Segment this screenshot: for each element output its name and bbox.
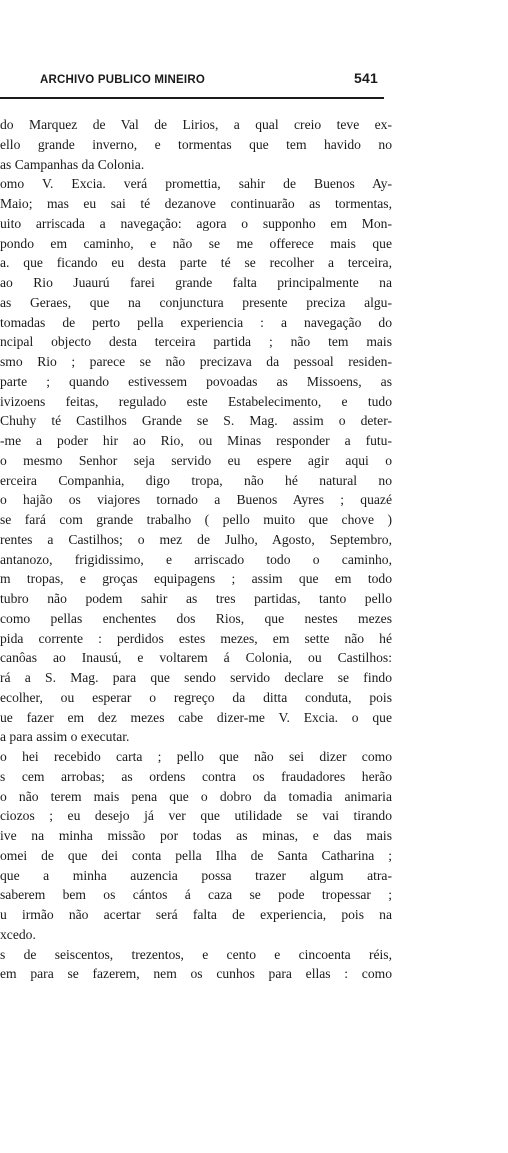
- text-line: rentes a Castilhos; o mez de Julho, Agosto, Septembro,: [0, 531, 392, 547]
- text-line: ive na minha missão por todas as minas, e das mais: [0, 828, 392, 843]
- text-line: ello grande inverno, e tormentas que tem havido no: [0, 136, 392, 152]
- text-line: ao Rio Juaurú farei grande falta principalmente na: [0, 275, 392, 290]
- text-line: as Geraes, que na conjunctura presente preciza algu-: [0, 294, 392, 310]
- text-line: ivizoens feitas, regulado este Estabelecimento, e tudo: [0, 393, 392, 409]
- text-line: a. que ficando eu desta parte té se recolher a terceira,: [0, 255, 392, 271]
- text-line: omei de que dei conta pella Ilha de Santa Catharina ;: [0, 847, 392, 863]
- text-line: tomadas de perto pella experiencia : a navegação do: [0, 314, 392, 330]
- text-line: o hei recebido carta ; pello que não sei dizer como: [0, 749, 392, 764]
- text-line: canôas ao Inausú, e voltarem á Colonia, ou Castilhos:: [0, 650, 392, 666]
- running-header: [0, 70, 380, 92]
- text-line: a para assim o executar.: [0, 729, 130, 745]
- text-line: m tropas, e groças equipagens ; assim que em todo: [0, 571, 392, 587]
- header-rule-thick: [330, 97, 384, 99]
- text-line: -me a poder hir ao Rio, ou Minas responder a futu-: [0, 433, 392, 448]
- text-line: pondo em caminho, e não se me offerece mais que: [0, 235, 392, 251]
- text-line: ue fazer em dez mezes cabe dizer-me V. Excia. o que: [0, 709, 392, 725]
- text-line: rá a S. Mag. para que sendo servido declare se findo: [0, 670, 392, 685]
- text-line: se fará com grande trabalho ( pello muito que chove ): [0, 512, 392, 527]
- text-line: uito arriscada a navegação: agora o supponho em Mon-: [0, 215, 392, 231]
- text-line: parte ; quando estivessem povoadas as Missoens, as: [0, 373, 392, 389]
- header-rule: [0, 97, 384, 99]
- text-line: ecolher, ou esperar o regreço da ditta conduta, pois: [0, 689, 392, 705]
- text-line: s de seiscentos, trezentos, e cento e cincoenta réis,: [0, 946, 392, 962]
- text-line: xcedo.: [0, 926, 36, 942]
- text-line: o hajão os viajores tornado a Buenos Ayres ; quazé: [0, 492, 392, 508]
- text-line: u irmão não acertar será falta de experiencia, pois na: [0, 907, 392, 922]
- body-text: [0, 115, 392, 984]
- text-line: smo Rio ; parece se não precizava da pessoal residen-: [0, 354, 392, 369]
- text-line: saberem bem os cántos á caza se pode tropessar ;: [0, 887, 392, 903]
- text-line: ncipal objecto desta terceira partida ; não tem mais: [0, 334, 392, 350]
- text-line: omo V. Excia. verá promettia, sahir de Buenos Ay-: [0, 176, 392, 192]
- text-line: ciozos ; eu desejo já ver que utilidade se vai tirando: [0, 808, 392, 824]
- text-line: antanozo, frigidissimo, e arriscado todo o caminho,: [0, 551, 392, 567]
- text-line: o não terem mais pena que o dobro da tomadia animaria: [0, 788, 392, 804]
- text-line: erceira Companhia, digo tropa, não hé natural no: [0, 472, 392, 488]
- text-line: s cem arrobas; as ordens contra os fraudadores herão: [0, 768, 392, 784]
- header-title: ARCHIVO PUBLICO MINEIRO: [40, 74, 205, 86]
- text-line: tubro não podem sahir as tres partidas, tanto pello: [0, 591, 392, 606]
- text-line: Maio; mas eu sai té dezanove continuarão as tormentas,: [0, 196, 392, 211]
- page-number: 541: [354, 70, 378, 86]
- text-line: que a minha auzencia possa trazer algum atra-: [0, 867, 392, 883]
- text-line: como pellas enchentes dos Rios, que nestes mezes: [0, 610, 392, 626]
- text-line: em para se fazerem, nem os cunhos para ellas : como: [0, 966, 392, 982]
- text-line: as Campanhas da Colonia.: [0, 156, 145, 172]
- text-line: o mesmo Senhor seja servido eu espere agir aqui o: [0, 452, 392, 468]
- text-line: pida corrente : perdidos estes mezes, em sette não hé: [0, 630, 392, 646]
- text-line: do Marquez de Val de Lirios, a qual creio teve ex-: [0, 117, 392, 132]
- text-line: Chuhy té Castilhos Grande se S. Mag. assim o deter-: [0, 413, 392, 429]
